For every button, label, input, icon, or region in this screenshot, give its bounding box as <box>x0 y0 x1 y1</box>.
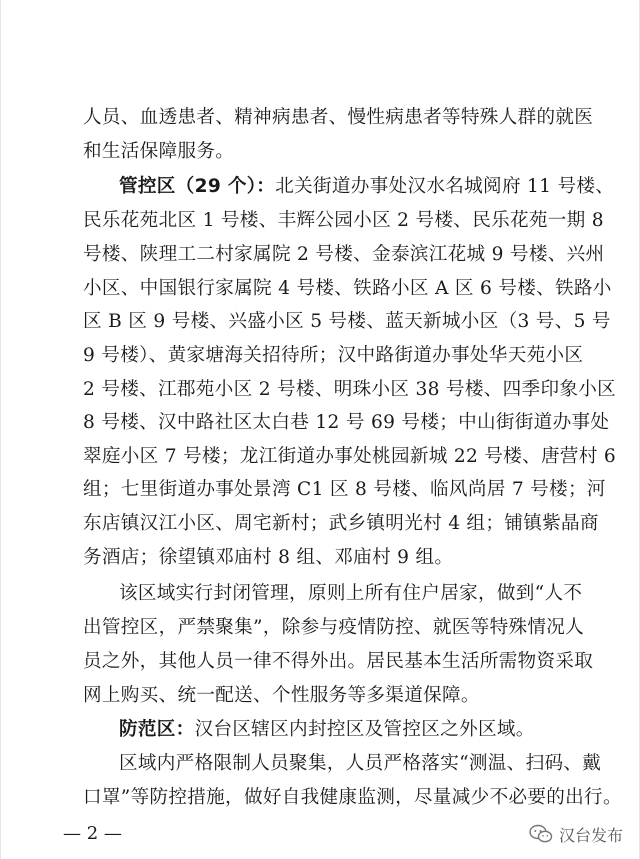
control-zone-text: 北关街道办事处汉水名城阅府 11 号楼、 <box>275 176 615 197</box>
page-number: — 2 — <box>63 823 122 844</box>
text-line: 号楼、陕理工二村家属院 2 号楼、金泰滨江花城 9 号楼、兴州 <box>83 244 605 265</box>
text-line: 口罩”等防控措施，做好自我健康监测，尽量减少不必要的出行。 <box>83 787 622 808</box>
text-line: 民乐花苑北区 1 号楼、丰辉公园小区 2 号楼、民乐花苑一期 8 <box>83 210 604 231</box>
prevention-zone-heading: 防范区： <box>119 719 195 740</box>
text-line: 8 号楼、汉中路社区太白巷 12 号 69 号楼；中山街街道办事处 <box>83 412 610 433</box>
prevention-zone-text: 汉台区辖区内封控区及管控区之外区域。 <box>194 719 535 740</box>
text-line: 组；七里街道办事处景湾 C1 区 8 号楼、临风尚居 7 号楼；河 <box>83 479 606 500</box>
control-zone-heading: 管控区（29 个）： <box>119 176 276 197</box>
text-line <box>119 718 535 742</box>
text-line: 员之外，其他人员一律不得外出。居民基本生活所需物资采取 <box>83 651 594 672</box>
text-line: 2 号楼、江郡苑小区 2 号楼、明珠小区 38 号楼、四季印象小区 <box>83 379 617 400</box>
text-line: 出管控区，严禁聚集”，除参与疫情防控、就医等特殊情况人 <box>83 617 585 638</box>
text-line: 务酒店；徐望镇邓庙村 8 组、邓庙村 9 组。 <box>83 547 454 568</box>
text-line: 该区域实行封闭管理，原则上所有住户居家，做到“人不 <box>119 583 583 604</box>
wechat-watermark <box>529 821 623 847</box>
text-line: 9 号楼）、黄家塘海关招待所；汉中路街道办事处华天苑小区 <box>83 345 584 366</box>
wechat-icon <box>529 824 553 844</box>
watermark-text: 汉台发布 <box>559 825 624 845</box>
text-line: 东店镇汉江小区、周宅新村；武乡镇明光村 4 组；铺镇紫晶商 <box>83 513 599 534</box>
text-line: 小区、中国银行家属院 4 号楼、铁路小区 A 区 6 号楼、铁路小 <box>83 278 612 299</box>
text-line: 人员、血透患者、精神病患者、慢性病患者等特殊人群的就医 <box>83 107 594 128</box>
text-line: 和生活保障服务。 <box>83 141 235 162</box>
text-line: 区域内严格限制人员聚集，人员严格落实“测温、扫码、戴 <box>119 753 602 774</box>
text-line: 网上购买、统一配送、个性服务等多渠道保障。 <box>83 685 480 706</box>
text-line: 翠庭小区 7 号楼；龙江街道办事处桃园新城 22 号楼、唐营村 6 <box>83 446 617 467</box>
text-line <box>119 175 614 199</box>
text-line: 区 B 区 9 号楼、兴盛小区 5 号楼、蓝天新城小区（3 号、5 号 <box>83 311 611 332</box>
